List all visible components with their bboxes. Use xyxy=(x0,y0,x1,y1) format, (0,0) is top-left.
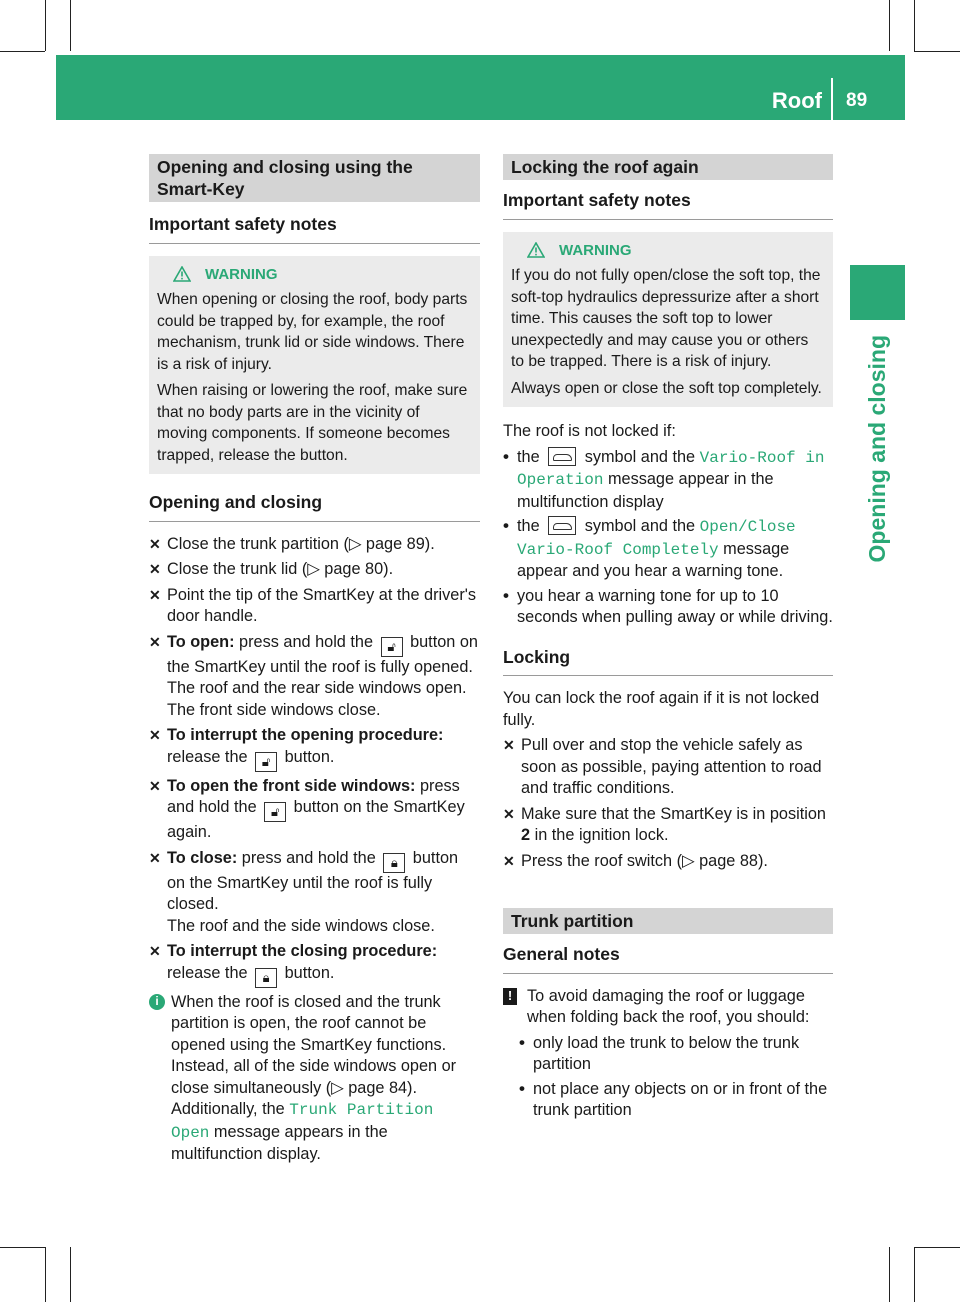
warning-box xyxy=(149,256,480,475)
warning-text: Always open or close the soft top completely. xyxy=(511,379,822,397)
info-note: i When the roof is closed and the trunk partition is open, the roof cannot be opened using the SmartKey functions. Instead, all of the side windows open or close simultaneously (▷ page 84). Additionally, the Trunk Partition Open message appears in the multifunction display. xyxy=(149,992,480,1166)
right-column xyxy=(503,154,833,1125)
instruction-step: ✕ Make sure that the SmartKey is in position 2 in the ignition lock. xyxy=(503,804,833,847)
step-marker: ✕ xyxy=(149,849,161,866)
step-marker: ✕ xyxy=(503,737,515,753)
crop-mark xyxy=(70,1247,71,1302)
page-title: Roof xyxy=(771,88,822,113)
step-marker: ✕ xyxy=(149,561,161,577)
crop-mark xyxy=(70,0,71,51)
list-item: • the symbol and the Vario-Roof in Operation message appear in the multifunction display xyxy=(503,446,825,511)
caution-note: ! To avoid damaging the roof or luggage when folding back the roof, you should: xyxy=(503,986,833,1029)
list-item: • only load the trunk to below the trunk partition xyxy=(519,1032,800,1073)
caution-icon: ! xyxy=(503,988,517,1005)
chapter-tab xyxy=(850,265,905,320)
lock-icon: 🔒︎ xyxy=(383,853,405,873)
subheading: Opening and closing xyxy=(149,492,480,522)
warning-triangle-icon xyxy=(527,242,545,258)
instruction-step: ✕ Point the tip of the SmartKey at the driver's door handle. xyxy=(149,585,480,628)
step-marker: ✕ xyxy=(149,943,161,959)
crop-mark xyxy=(914,51,960,52)
instruction-step: ✕ Close the trunk partition (▷ page 89). xyxy=(149,534,480,556)
section-heading: Locking the roof again xyxy=(503,154,833,180)
convertible-car-icon xyxy=(548,447,576,466)
warning-label: WARNING xyxy=(559,241,632,259)
header-separator xyxy=(831,78,833,120)
crop-mark xyxy=(0,51,45,52)
crop-mark xyxy=(45,1247,46,1302)
warning-text: When opening or closing the roof, body parts could be trapped by, for example, the roof mechanism, trunk lid or side windows. There is a risk of injury. xyxy=(157,291,468,373)
display-message: Trunk Partition Open xyxy=(171,1101,434,1142)
warning-text: When raising or lowering the roof, make sure that no body parts are in the vicinity of moving components. If someone becomes trapped, release the button. xyxy=(157,382,468,464)
display-message: Open/Close Vario-Roof Completely xyxy=(517,518,796,559)
crop-mark xyxy=(889,1247,890,1302)
crop-mark xyxy=(45,0,46,51)
step-marker: ✕ xyxy=(503,852,515,869)
info-icon: i xyxy=(149,994,165,1010)
step-marker: ✕ xyxy=(503,805,515,822)
instruction-step: ✕ Close the trunk lid (▷ page 80). xyxy=(149,559,480,581)
instruction-step: ✕ To open the front side windows: press and hold the 🔓︎ button on the SmartKey again. xyxy=(149,776,480,844)
instruction-step: ✕ Pull over and stop the vehicle safely as soon as possible, paying attention to road and traffic conditions. xyxy=(503,735,833,800)
warning-box xyxy=(503,232,833,408)
unlock-icon: 🔓︎ xyxy=(381,637,403,657)
page-number: 89 xyxy=(846,90,868,111)
list-item: • not place any objects on or in front of the trunk partition xyxy=(519,1078,828,1119)
unlock-icon: 🔓︎ xyxy=(264,802,286,822)
chapter-label: Opening and closing xyxy=(864,335,890,563)
body-text: The roof is not locked if: xyxy=(503,422,676,440)
step-marker: ✕ xyxy=(149,586,161,603)
crop-mark xyxy=(914,1247,960,1248)
step-marker: ✕ xyxy=(149,777,161,794)
convertible-car-icon xyxy=(548,516,576,535)
body-text: You can lock the roof again if it is not locked fully. xyxy=(503,689,820,729)
subheading: Locking xyxy=(503,647,833,677)
crop-mark xyxy=(914,1247,915,1302)
warning-triangle-icon xyxy=(173,266,191,282)
instruction-step: ✕ To close: press and hold the 🔒︎ button on the SmartKey until the roof is fully closed. The roof and the side windows close. xyxy=(149,848,480,938)
crop-mark xyxy=(0,1247,45,1248)
instruction-step: ✕ To interrupt the closing procedure: release the 🔒︎ button. xyxy=(149,941,480,988)
left-column xyxy=(149,154,480,1170)
section-heading: Trunk partition xyxy=(503,908,833,934)
crop-mark xyxy=(914,0,915,51)
instruction-step: ✕ To interrupt the opening procedure: release the 🔓︎ button. xyxy=(149,725,480,772)
crop-mark xyxy=(889,0,890,51)
subheading: General notes xyxy=(503,944,833,974)
unlock-icon: 🔓︎ xyxy=(255,752,277,772)
instruction-step: ✕ To open: press and hold the 🔓︎ button on the SmartKey until the roof is fully opened. The roof and the rear side windows open. The front side windows close. xyxy=(149,632,480,722)
warning-label: WARNING xyxy=(205,265,278,283)
subheading: Important safety notes xyxy=(149,214,480,244)
warning-text: If you do not fully open/close the soft top, the soft-top hydraulics depressurize after a short time. This causes the soft top to lower unexpectedly and may cause you or others to be trapped. There is a risk of injury. xyxy=(511,267,821,370)
list-item: • the symbol and the Open/Close Vario-Roof Completely message appear and you hear a warning tone. xyxy=(503,516,796,580)
list-item: • you hear a warning tone for up to 10 seconds when pulling away or while driving. xyxy=(503,585,833,626)
subheading: Important safety notes xyxy=(503,190,833,220)
section-heading: Opening and closing using the Smart-Key xyxy=(149,154,480,202)
display-message: Vario-Roof in Operation xyxy=(517,448,825,489)
step-marker: ✕ xyxy=(149,535,161,552)
step-marker: ✕ xyxy=(149,727,161,743)
lock-icon: 🔒︎ xyxy=(255,968,277,988)
step-marker: ✕ xyxy=(149,633,161,650)
instruction-step: ✕ Press the roof switch (▷ page 88). xyxy=(503,851,833,873)
